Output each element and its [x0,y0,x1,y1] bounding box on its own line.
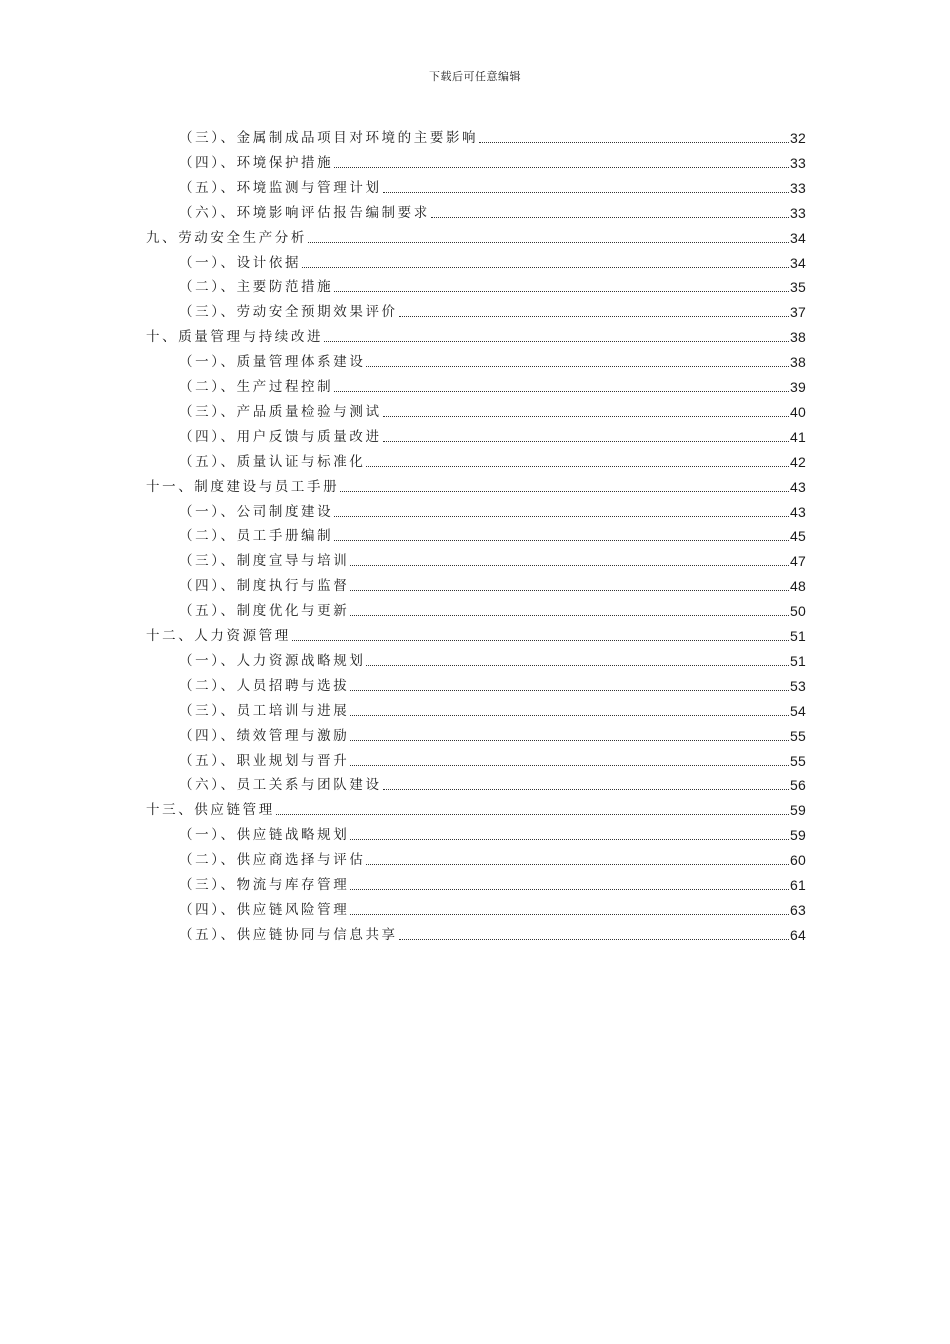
toc-dot-leader [383,191,789,193]
toc-section-entry[interactable] [179,500,806,522]
toc-section-entry[interactable] [179,848,806,870]
toc-entry-page-number: 35 [790,279,806,296]
toc-chapter-entry[interactable] [146,325,806,347]
toc-section-entry[interactable] [179,699,806,721]
toc-entry-page-number: 51 [790,652,806,669]
toc-dot-leader [350,564,789,566]
toc-entry-page-number: 61 [790,877,806,893]
toc-entry-page-number: 38 [790,354,806,371]
toc-entry-title: （四）、供应链风险管理 [179,901,350,918]
toc-entry-page-number: 53 [790,677,806,694]
toc-entry-page-number: 37 [790,304,806,321]
toc-entry-page-number: 38 [790,329,806,346]
toc-entry-title: （三）、产品质量检验与测试 [179,403,382,420]
toc-entry-page-number: 45 [790,528,806,545]
toc-dot-leader [399,938,789,940]
toc-section-entry[interactable] [179,773,806,795]
toc-dot-leader [350,614,789,616]
toc-entry-page-number: 56 [790,777,806,794]
toc-entry-page-number: 47 [790,553,806,570]
toc-dot-leader [350,689,789,691]
toc-section-entry[interactable] [179,151,806,173]
toc-entry-title: （三）、员工培训与进展 [179,702,350,719]
toc-section-entry[interactable] [179,724,806,746]
toc-section-entry[interactable] [179,574,806,596]
toc-dot-leader [334,290,789,292]
toc-entry-title: （四）、环境保护措施 [179,154,334,171]
toc-section-entry[interactable] [179,450,806,472]
toc-entry-page-number: 63 [790,901,806,918]
toc-section-entry[interactable] [179,251,806,273]
toc-entry-page-number: 39 [790,379,806,395]
toc-section-entry[interactable] [179,275,806,297]
toc-section-entry[interactable] [179,126,806,148]
toc-entry-title: 十三、供应链管理 [146,802,275,819]
toc-entry-page-number: 34 [790,229,806,246]
toc-dot-leader [350,888,789,890]
toc-section-entry[interactable] [179,898,806,920]
toc-dot-leader [340,490,789,492]
toc-section-entry[interactable] [179,176,806,198]
toc-entry-title: （六）、员工关系与团队建设 [179,777,382,794]
toc-entry-page-number: 64 [790,926,806,943]
toc-dot-leader [334,390,789,392]
toc-section-entry[interactable] [179,375,806,397]
toc-entry-title: （五）、环境监测与管理计划 [179,179,382,196]
toc-dot-leader [302,266,789,268]
toc-section-entry[interactable] [179,300,806,322]
toc-section-entry[interactable] [179,823,806,845]
toc-dot-leader [350,714,789,716]
toc-dot-leader [479,141,789,143]
toc-entry-title: （一）、质量管理体系建设 [179,354,366,371]
toc-section-entry[interactable] [179,350,806,372]
toc-dot-leader [383,788,789,790]
toc-entry-title: （四）、用户反馈与质量改进 [179,428,382,445]
toc-entry-page-number: 55 [790,752,806,769]
toc-section-entry[interactable] [179,524,806,546]
toc-entry-title: （五）、质量认证与标准化 [179,453,366,470]
toc-dot-leader [350,838,789,840]
toc-dot-leader [350,764,789,766]
toc-dot-leader [366,465,789,467]
toc-dot-leader [334,539,789,541]
toc-section-entry[interactable] [179,599,806,621]
toc-entry-page-number: 42 [790,453,806,470]
toc-entry-title: （六）、环境影响评估报告编制要求 [179,204,430,221]
toc-dot-leader [431,216,789,218]
toc-section-entry[interactable] [179,549,806,571]
toc-chapter-entry[interactable] [146,226,806,248]
toc-entry-title: 十一、制度建设与员工手册 [146,478,340,495]
toc-dot-leader [350,739,789,741]
toc-entry-title: （二）、主要防范措施 [179,279,334,296]
toc-entry-page-number: 43 [790,503,806,520]
toc-dot-leader [292,639,789,641]
toc-entry-title: （三）、金属制成品项目对环境的主要影响 [179,130,479,146]
toc-dot-leader [350,913,789,915]
toc-entry-page-number: 33 [790,154,806,171]
toc-entry-page-number: 50 [790,603,806,620]
toc-entry-title: （四）、制度执行与监督 [179,578,350,595]
toc-section-entry[interactable] [179,923,806,945]
toc-entry-page-number: 48 [790,578,806,595]
toc-entry-page-number: 51 [790,628,806,644]
toc-dot-leader [383,415,789,417]
toc-entry-title: 十二、人力资源管理 [146,628,291,644]
toc-entry-page-number: 55 [790,727,806,744]
toc-entry-title: （一）、人力资源战略规划 [179,652,366,669]
toc-entry-page-number: 43 [790,478,806,495]
toc-section-entry[interactable] [179,873,806,895]
toc-section-entry[interactable] [179,201,806,223]
toc-section-entry[interactable] [179,674,806,696]
toc-entry-page-number: 34 [790,254,806,271]
toc-entry-page-number: 32 [790,130,806,146]
toc-dot-leader [366,664,789,666]
toc-entry-page-number: 33 [790,204,806,221]
toc-entry-title: （一）、供应链战略规划 [179,827,350,844]
toc-entry-title: （三）、物流与库存管理 [179,877,350,893]
toc-entry-title: （二）、生产过程控制 [179,379,334,395]
toc-entry-title: （三）、劳动安全预期效果评价 [179,304,398,321]
toc-entry-title: （一）、设计依据 [179,254,302,271]
toc-entry-title: （五）、供应链协同与信息共享 [179,926,398,943]
toc-entry-page-number: 33 [790,179,806,196]
toc-dot-leader [324,340,789,342]
toc-dot-leader [334,515,789,517]
toc-entry-title: （五）、职业规划与晋升 [179,752,350,769]
toc-section-entry[interactable] [179,400,806,422]
toc-dot-leader [366,863,789,865]
toc-entry-title: （一）、公司制度建设 [179,503,334,520]
toc-entry-title: 九、劳动安全生产分析 [146,229,307,246]
toc-chapter-entry[interactable] [146,624,806,646]
toc-entry-title: （二）、人员招聘与选拔 [179,677,350,694]
toc-dot-leader [366,365,789,367]
toc-dot-leader [334,166,789,168]
toc-entry-page-number: 41 [790,428,806,445]
toc-entry-title: （二）、员工手册编制 [179,528,334,545]
toc-entry-page-number: 59 [790,802,806,819]
toc-entry-page-number: 54 [790,702,806,719]
toc-section-entry[interactable] [179,425,806,447]
toc-entry-title: 十、质量管理与持续改进 [146,329,324,346]
toc-section-entry[interactable] [179,749,806,771]
toc-dot-leader [308,241,789,243]
toc-chapter-entry[interactable] [146,798,806,820]
toc-entry-title: （五）、制度优化与更新 [179,603,350,620]
toc-section-entry[interactable] [179,649,806,671]
toc-chapter-entry[interactable] [146,475,806,497]
toc-entry-page-number: 40 [790,403,806,420]
toc-dot-leader [399,315,789,317]
toc-entry-title: （四）、绩效管理与激励 [179,727,350,744]
toc-dot-leader [383,440,789,442]
toc-dot-leader [350,589,789,591]
page-header: 下载后可任意编辑 [429,70,521,83]
toc-entry-page-number: 60 [790,852,806,869]
toc-entry-title: （二）、供应商选择与评估 [179,852,366,869]
toc-entry-page-number: 59 [790,827,806,844]
toc-dot-leader [276,813,789,815]
toc-entry-title: （三）、制度宣导与培训 [179,553,350,570]
